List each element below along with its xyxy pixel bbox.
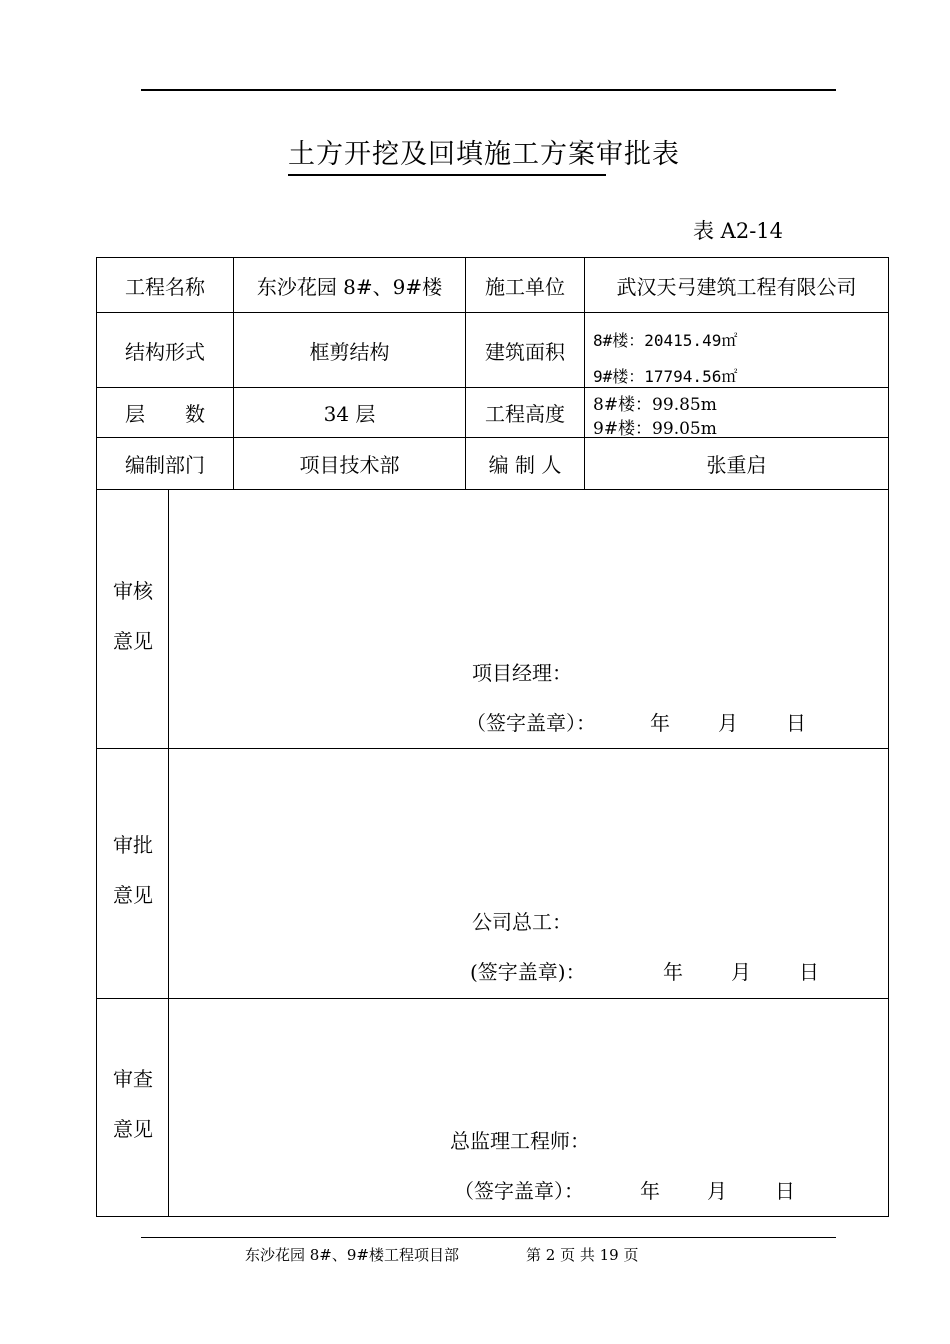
project-name-value: 东沙花园 8#、9#楼 (256, 274, 443, 299)
approve-year: 年 (663, 960, 683, 984)
approve-label-1: 审批 (113, 833, 153, 857)
inspect-month: 月 (707, 1179, 727, 1203)
area-8-value: 8#楼：20415.49㎡ (593, 331, 738, 350)
review-sign-line: （签字盖章）： (466, 711, 596, 735)
review-year: 年 (650, 711, 670, 735)
review-label-2: 意见 (113, 629, 153, 653)
floors-value: 34 层 (323, 402, 376, 426)
author-value: 张重启 (706, 453, 767, 477)
height-label: 工程高度 (485, 402, 565, 426)
review-signer: 项目经理： (472, 661, 572, 685)
title-underline (288, 174, 606, 176)
inspect-sign-line: （签字盖章）： (454, 1179, 584, 1203)
approve-month: 月 (731, 960, 751, 984)
approve-day: 日 (799, 960, 819, 984)
footer-rule (141, 1237, 836, 1238)
inspect-day: 日 (775, 1179, 795, 1203)
project-name-label: 工程名称 (125, 274, 205, 299)
contractor-label: 施工单位 (485, 274, 565, 299)
inspect-label-1: 审查 (113, 1067, 153, 1091)
review-month: 月 (718, 711, 738, 735)
review-label-1: 审核 (113, 579, 153, 603)
contractor-value: 武汉天弓建筑工程有限公司 (616, 274, 857, 299)
footer-project: 东沙花园 8#、9#楼工程项目部 (245, 1246, 459, 1264)
approve-sign-line: (签字盖章)： (470, 960, 586, 984)
author-label: 编 制 人 (488, 453, 562, 477)
inspect-label-2: 意见 (113, 1117, 153, 1141)
review-day: 日 (786, 711, 806, 735)
structure-label: 结构形式 (125, 339, 205, 364)
page-title: 土方开挖及回填施工方案审批表 (288, 139, 680, 170)
approve-signer: 公司总工： (472, 910, 572, 934)
form-number: 表 A2-14 (693, 219, 784, 243)
floors-label: 层 数 (125, 402, 205, 426)
inspect-signer: 总监理工程师： (450, 1129, 590, 1153)
approve-label-2: 意见 (113, 883, 153, 907)
inspect-year: 年 (640, 1179, 660, 1203)
area-label: 建筑面积 (485, 339, 565, 364)
structure-value: 框剪结构 (309, 339, 390, 364)
dept-value: 项目技术部 (299, 453, 400, 477)
height-9-value: 9#楼：99.05m (593, 419, 717, 439)
header-rule (141, 89, 836, 91)
area-9-value: 9#楼：17794.56㎡ (593, 367, 738, 386)
dept-label: 编制部门 (125, 453, 205, 477)
footer-page-number: 第 2 页 共 19 页 (526, 1246, 639, 1264)
height-8-value: 8#楼：99.85m (593, 395, 717, 415)
